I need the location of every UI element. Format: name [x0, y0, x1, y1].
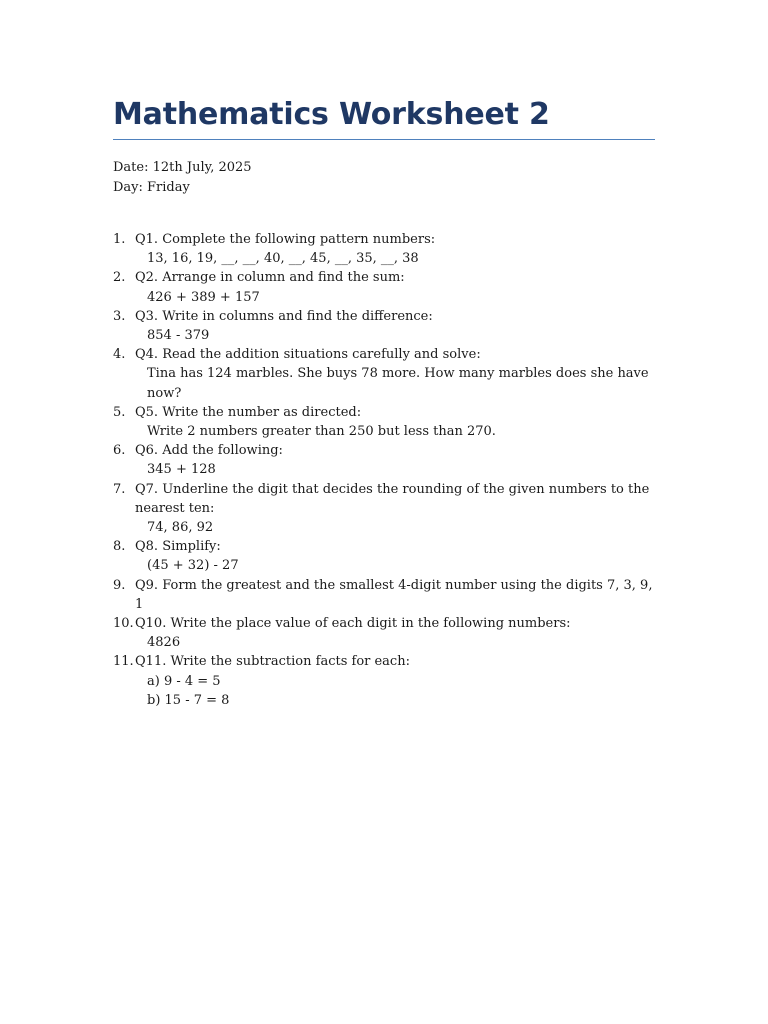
question-text: Q4. Read the addition situations carefully and solve:: [135, 347, 481, 363]
question-item: [113, 230, 655, 268]
worksheet-meta: [113, 158, 655, 197]
question-body: [135, 537, 655, 575]
question-body: [135, 576, 655, 614]
question-item: [113, 576, 655, 614]
question-text: Q10. Write the place value of each digit in the following numbers:: [135, 616, 571, 632]
question-number: 9.: [113, 577, 126, 593]
question-detail: (45 + 32) - 27: [147, 558, 239, 574]
question-item: [113, 307, 655, 345]
question-detail: 4826: [147, 635, 181, 651]
question-text: Q9. Form the greatest and the smallest 4-digit number using the digits 7, 3, 9, 1: [135, 577, 653, 612]
question-number: 3.: [113, 308, 126, 324]
question-number: 1.: [113, 232, 126, 247]
question-detail: Write 2 numbers greater than 250 but less than 270.: [147, 424, 496, 440]
question-detail: 13, 16, 19, __, __, 40, __, 45, __, 35, __, 38: [147, 251, 419, 267]
question-body: [135, 652, 655, 710]
question-item: [113, 403, 655, 441]
question-detail: a) 9 - 4 = 5: [147, 673, 221, 689]
question-number: 4.: [113, 347, 126, 363]
question-body: [135, 230, 655, 268]
question-body: [135, 403, 655, 441]
question-text: Q1. Complete the following pattern numbers:: [135, 232, 436, 247]
question-body: [135, 268, 655, 306]
question-detail: Tina has 124 marbles. She buys 78 more. How many marbles does she have now?: [147, 366, 649, 401]
date-line: Date: 12th July, 2025: [113, 160, 252, 175]
question-detail: 74, 86, 92: [147, 520, 214, 536]
question-item: [113, 614, 655, 652]
question-number: 10.: [113, 616, 134, 632]
question-text: Q2. Arrange in column and find the sum:: [135, 270, 405, 286]
question-text: Q7. Underline the digit that decides the rounding of the given numbers to the nearest ten:: [135, 481, 650, 516]
title-divider: [113, 139, 655, 140]
question-detail: 854 - 379: [147, 328, 210, 344]
question-item: [113, 345, 655, 403]
question-item: [113, 480, 655, 538]
question-item: [113, 537, 655, 575]
question-item: [113, 652, 655, 710]
question-text: Q11. Write the subtraction facts for each:: [135, 654, 410, 670]
question-number: 5.: [113, 404, 126, 420]
question-text: Q6. Add the following:: [135, 443, 283, 459]
question-body: [135, 480, 655, 538]
question-detail: b) 15 - 7 = 8: [147, 692, 230, 708]
day-line: Day: Friday: [113, 179, 190, 195]
question-text: Q8. Simplify:: [135, 539, 221, 555]
worksheet-page: [113, 96, 655, 710]
question-body: [135, 614, 655, 652]
question-item: [113, 441, 655, 479]
question-list: [113, 230, 655, 710]
question-number: 2.: [113, 270, 126, 286]
question-number: 6.: [113, 443, 126, 459]
question-number: 8.: [113, 539, 126, 555]
question-body: [135, 441, 655, 479]
question-body: [135, 307, 655, 345]
page-title: Mathematics Worksheet 2: [113, 97, 550, 132]
question-text: Q5. Write the number as directed:: [135, 404, 362, 420]
question-number: 11.: [113, 654, 134, 670]
question-item: [113, 268, 655, 306]
question-detail: 345 + 128: [147, 462, 216, 478]
question-detail: 426 + 389 + 157: [147, 289, 260, 305]
question-body: [135, 345, 655, 403]
question-number: 7.: [113, 481, 126, 497]
question-text: Q3. Write in columns and find the difference:: [135, 308, 433, 324]
